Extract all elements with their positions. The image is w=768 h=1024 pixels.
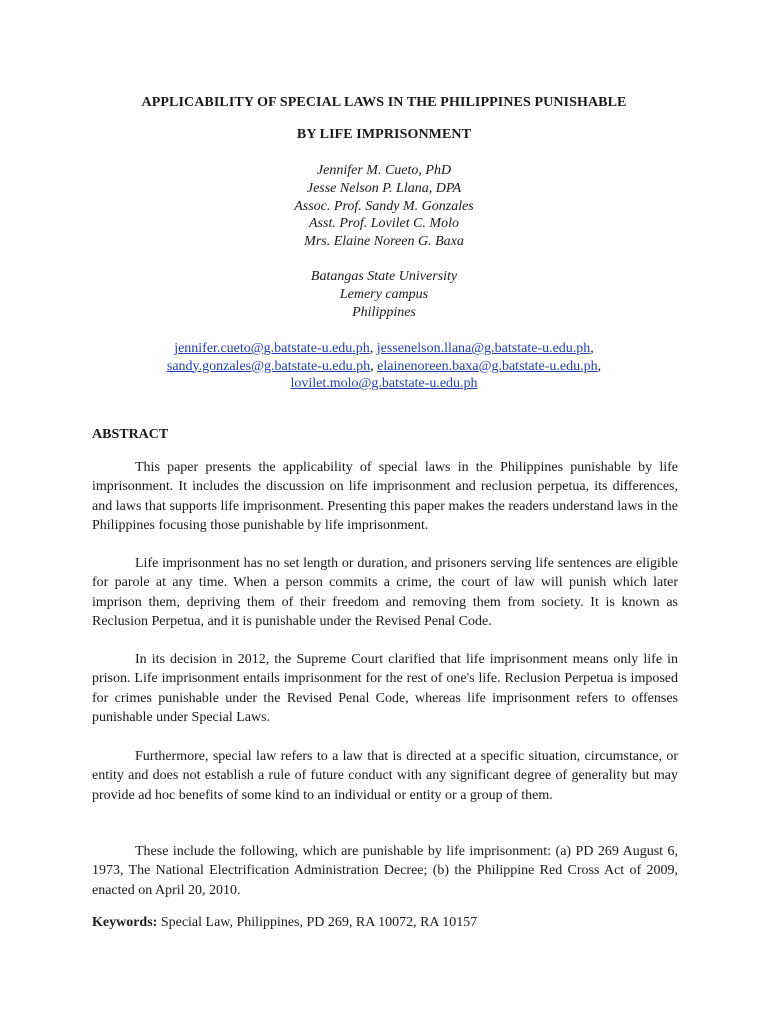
abstract-paragraph: [92, 842, 678, 900]
affiliation-university: Batangas State University: [310, 269, 458, 284]
email-link[interactable]: jessenelson.llana@g.batstate-u.edu.ph: [376, 341, 591, 356]
keywords-label: Keywords:: [92, 915, 158, 930]
email-list: jennifer.cueto@g.batstate-u.edu.ph, jessenelson.llana@g.batstate-u.edu.ph, sandy.gonzales@g.batstate-u.edu.ph, elainenoreen.baxa@g.batstate-u.edu.ph, lovilet.molo@g.batstate-u.edu.ph: [166, 341, 602, 391]
abstract-heading: ABSTRACT: [92, 427, 169, 442]
author-name: Mrs. Elaine Noreen G. Baxa: [304, 234, 464, 250]
abstract-paragraph: [92, 554, 678, 631]
keywords-text: Special Law, Philippines, PD 269, RA 10072, RA 10157: [160, 915, 478, 930]
paragraph-text: In its decision in 2012, the Supreme Court clarified that life imprisonment means only life in prison. Life imprisonment entails imprisonment for the rest of one's life. Reclusion Perpetua is imposed for crimes punishable under the Revised Penal Code, whereas life imprisonment refers to offenses punishable under Special Laws.: [92, 652, 678, 725]
affiliation-country: Philippines: [352, 304, 416, 320]
keywords-line: [92, 915, 477, 931]
affiliation-block: [0, 268, 768, 321]
author-name: Assoc. Prof. Sandy M. Gonzales: [294, 198, 474, 214]
author-name: Jesse Nelson P. Llana, DPA: [306, 180, 462, 196]
email-link[interactable]: lovilet.molo@g.batstate-u.edu.ph: [290, 376, 478, 391]
author-name: Asst. Prof. Lovilet C. Molo: [309, 216, 459, 232]
abstract-paragraph: [92, 650, 678, 727]
paragraph-text: These include the following, which are punishable by life imprisonment: (a) PD 269 August 6, 1973, The National Electrification Administration Decree; (b) the Philippine Red Cross Act of 2009, enacted on April 20, 2010.: [92, 844, 678, 898]
paragraph-text: Furthermore, special law refers to a law that is directed at a specific situation, circumstance, or entity and does not establish a rule of future conduct with any significant degree of generality but may provide ad hoc benefits of some kind to an individual or entity or a group of them.: [92, 749, 678, 803]
paragraph-text: Life imprisonment has no set length or duration, and prisoners serving life sentences are eligible for parole at any time. When a person commits a crime, the court of law will punish which later imprison them, depriving them of their freedom and removing them from society. It is known as Reclusion Perpetua, and it is punishable under the Revised Penal Code.: [92, 556, 678, 629]
email-link[interactable]: elainenoreen.baxa@g.batstate-u.edu.ph: [377, 358, 598, 374]
author-list: [0, 162, 768, 251]
author-name: Jennifer M. Cueto, PhD: [316, 163, 452, 178]
paragraph-text: This paper presents the applicability of special laws in the Philippines punishable by life imprisonment. It includes the discussion on life imprisonment and reclusion perpetua, its differences, and laws that supports life imprisonment. Presenting this paper makes the readers understand laws in the Philippines focusing those punishable by life imprisonment.: [92, 460, 678, 533]
paper-title-line-2: BY LIFE IMPRISONMENT: [296, 127, 472, 142]
email-link[interactable]: jennifer.cueto@g.batstate-u.edu.ph: [174, 341, 370, 356]
abstract-paragraph: [92, 458, 678, 535]
affiliation-campus: Lemery campus: [339, 286, 429, 302]
abstract-paragraph: [92, 747, 678, 805]
email-link[interactable]: sandy.gonzales@g.batstate-u.edu.ph: [166, 358, 371, 374]
paper-title-line-1: APPLICABILITY OF SPECIAL LAWS IN THE PHILIPPINES PUNISHABLE: [141, 95, 627, 110]
